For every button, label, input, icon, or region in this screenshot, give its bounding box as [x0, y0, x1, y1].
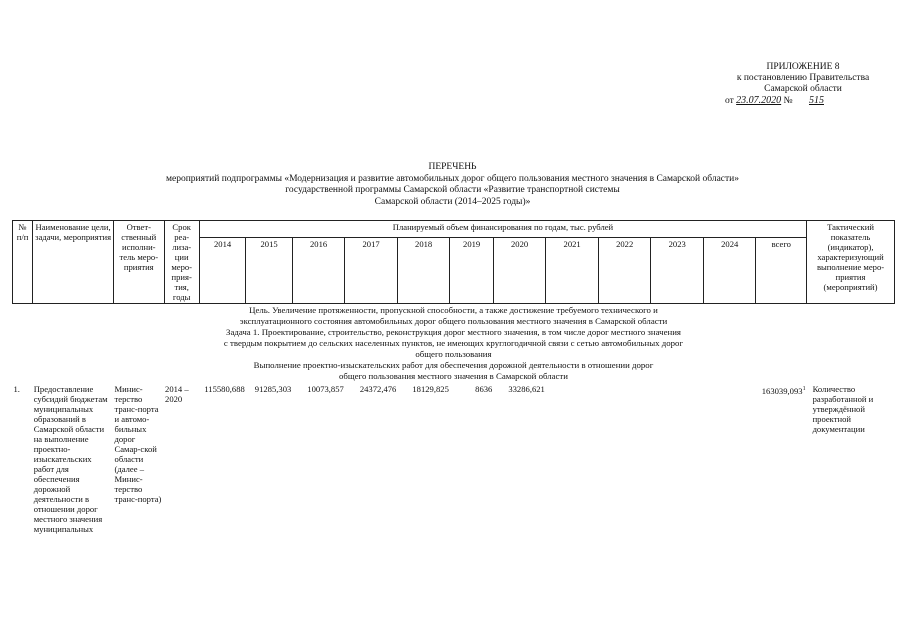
- row-value: [546, 383, 599, 535]
- header-year: 2016: [292, 238, 345, 304]
- row-term: 2014 – 2020: [165, 384, 189, 404]
- appendix-subtitle-2: Самарской области: [764, 84, 842, 94]
- header-year: 2015: [246, 238, 292, 304]
- task-line: с твердым покрытием до сельских населенных пунктов, не имеющих круглогодичной связи с сетью автомобильных дорог: [223, 338, 684, 348]
- header-executor: Ответ-ственный исполни-тель меро-приятия: [114, 221, 165, 304]
- header-year: 2014: [199, 238, 245, 304]
- header-funding: Планируемый объем финансирования по годам, тыс. рублей: [199, 221, 806, 238]
- header-total: всего: [756, 238, 807, 304]
- row-total-value: 163039,093: [761, 385, 803, 396]
- header-term: Срок реа-лиза-ции меро-прия-тия, годы: [164, 221, 199, 304]
- measures-table: [12, 220, 895, 535]
- header-row-1: [13, 221, 895, 238]
- header-year: 2023: [651, 238, 704, 304]
- row-name: Предоставление субсидий бюджетам муниципальных образований в Самарской области на выполнение проектно-изыскательских работ для обеспечения дорожной деятельности в отношении дорог местного значения муниципальных: [33, 384, 108, 534]
- goal-line: Цель. Увеличение протяженности, пропускной способности, а также достижение требуемого технического и: [249, 305, 658, 315]
- header-year: 2022: [598, 238, 651, 304]
- task-line: общего пользования: [415, 349, 492, 359]
- header-year: 2019: [450, 238, 493, 304]
- goal-line: эксплуатационного состояния автомобильных дорог общего пользования местного значения в Самарской области: [239, 316, 668, 326]
- table-row: [13, 383, 895, 535]
- row-total: [756, 383, 807, 535]
- header-name: Наименование цели, задачи, мероприятия: [33, 221, 114, 304]
- appendix-date-number: [723, 95, 883, 107]
- header-year: 2020: [493, 238, 546, 304]
- row-value: 91285,303: [254, 384, 292, 394]
- row-executor: Минис-терство транс-порта и автомо-бильных дорог Самар-ской области (далее – Минис-терство транс-порта): [114, 384, 162, 504]
- title-line-4: Самарской области (2014–2025 годы)»: [374, 196, 531, 207]
- row-value: [703, 383, 756, 535]
- row-indicator: Количество разработанной и утверждённой проектной документации: [812, 384, 874, 434]
- number-label: №: [783, 96, 793, 106]
- row-value: [598, 383, 651, 535]
- header-year: 2018: [397, 238, 450, 304]
- header-year: 2017: [345, 238, 398, 304]
- row-num: 1.: [13, 384, 20, 394]
- row-value: 24372,476: [359, 384, 397, 394]
- row-value: 8636: [475, 384, 493, 394]
- header-num: № п/п: [13, 221, 33, 304]
- appendix-subtitle-1: к постановлению Правительства: [736, 73, 870, 83]
- row-value: 115580,688: [204, 384, 245, 394]
- row-value: 33286,621: [508, 384, 545, 394]
- header-indicator: Тактический показатель (индикатор), характеризующий выполнение меро-приятия (мероприятий): [807, 221, 895, 304]
- goal-row: [13, 304, 895, 384]
- appendix-title: ПРИЛОЖЕНИЕ 8: [766, 62, 840, 72]
- section-line: общего пользования местного значения в Самарской области: [339, 371, 568, 381]
- header-year: 2024: [703, 238, 756, 304]
- appendix-header: [723, 62, 883, 107]
- task-line: Задача 1. Проектирование, строительство, реконструкция дорог местного значения, в том числе дорог местного значения: [226, 327, 681, 337]
- row-value: 10073,857: [307, 384, 344, 394]
- header-year: 2021: [546, 238, 599, 304]
- section-line: Выполнение проектно-изыскательских работ для обеспечения дорожной деятельности в отношении дорог: [253, 360, 654, 370]
- title-line-3: государственной программы Самарской области «Развитие транспортной системы: [285, 185, 620, 195]
- goal-text: [13, 304, 895, 384]
- row-value: 18129,825: [412, 384, 449, 394]
- decree-date: 23.07.2020: [736, 95, 782, 106]
- document-title: [0, 162, 905, 208]
- row-value: [651, 383, 704, 535]
- decree-number: 515: [808, 95, 824, 106]
- from-label: от: [725, 96, 734, 106]
- title-line-1: ПЕРЕЧЕНЬ: [428, 162, 477, 172]
- footnote-mark: 1: [802, 386, 806, 392]
- title-line-2: мероприятий подпрограммы «Модернизация и развитие автомобильных дорог общего пользования местного значения в Самарской области»: [166, 173, 739, 184]
